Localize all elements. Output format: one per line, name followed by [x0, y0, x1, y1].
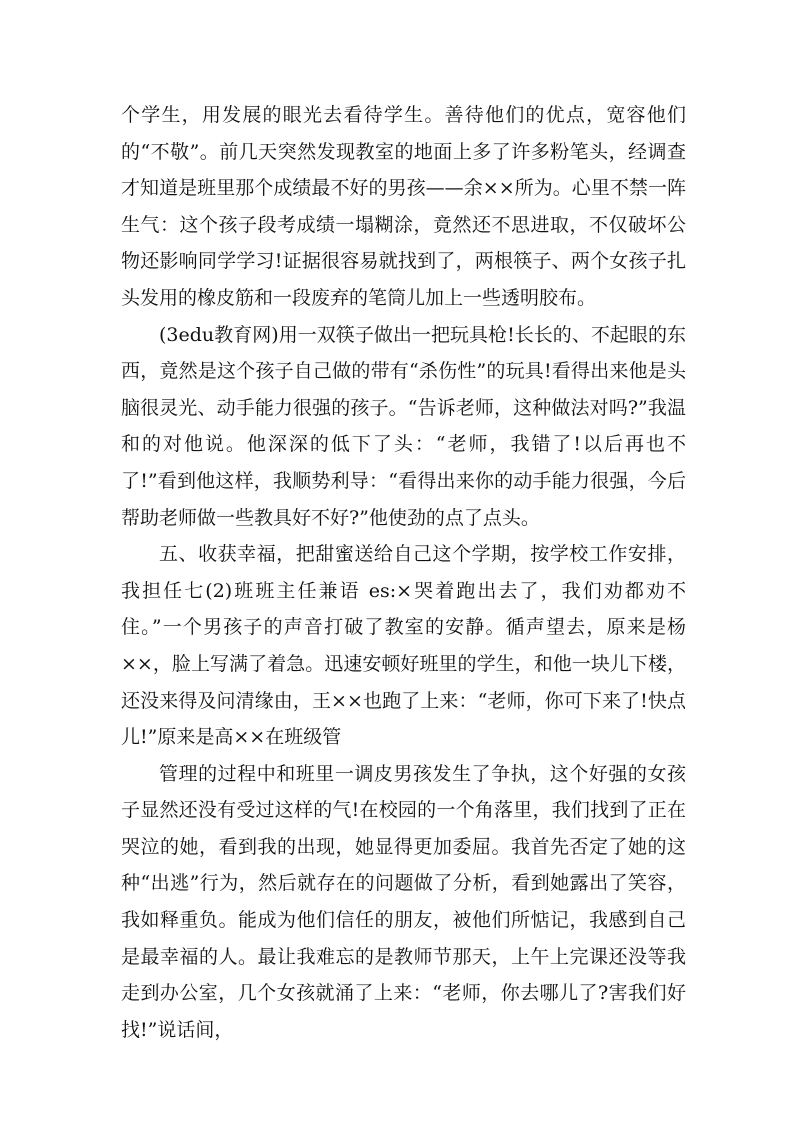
paragraph-2: (3edu教育网)用一双筷子做出一把玩具枪!长长的、不起眼的东西，竟然是这个孩子自己做的带有“杀伤性”的玩具!看得出来他是头脑很灵光、动手能力很强的孩子。“告诉老师，这种做法对吗?”我温和的对他说。他深深的低下了头：“老师，我错了!以后再也不了!”看到他这样，我顺势利导：“看得出来你的动手能力很强，今后帮助老师做一些教具好不好?”他使劲的点了点头。: [121, 323, 686, 529]
paragraph-3: 五、收获幸福，把甜蜜送给自己这个学期，按学校工作安排，我担任七(2)班班主任兼语 es:×哭着跑出去了，我们劝都劝不住。”一个男孩子的声音打破了教室的安静。循声望去，原来是杨××，脸上写满了着急。迅速安顿好班里的学生，和他一块儿下楼，还没来得及问清缘由，王××也跑了上来：“老师，你可下来了!快点儿!”原来是高××在班级管: [121, 543, 686, 749]
document-body: [121, 97, 686, 1048]
paragraph-1: 个学生，用发展的眼光去看待学生。善待他们的优点，宽容他们的“不敬”。前几天突然发现教室的地面上多了许多粉笔头，经调查才知道是班里那个成绩最不好的男孩——余××所为。心里不禁一阵生气：这个孩子段考成绩一塌糊涂，竟然还不思进取，不仅破坏公物还影响同学学习!证据很容易就找到了，两根筷子、两个女孩子扎头发用的橡皮筋和一段废弃的笔筒儿加上一些透明胶布。: [121, 104, 686, 309]
paragraph-4: 管理的过程中和班里一调皮男孩发生了争执，这个好强的女孩子显然还没有受过这样的气!在校园的一个角落里，我们找到了正在哭泣的她，看到我的出现，她显得更加委屈。我首先否定了她的这种“出逃”行为，然后就存在的问题做了分析，看到她露出了笑容，我如释重负。能成为他们信任的朋友，被他们所惦记，我感到自己是最幸福的人。最让我难忘的是教师节那天，上午上完课还没等我走到办公室，几个女孩就涌了上来：“老师，你去哪儿了?害我们好找!”说话间，: [121, 762, 686, 1041]
